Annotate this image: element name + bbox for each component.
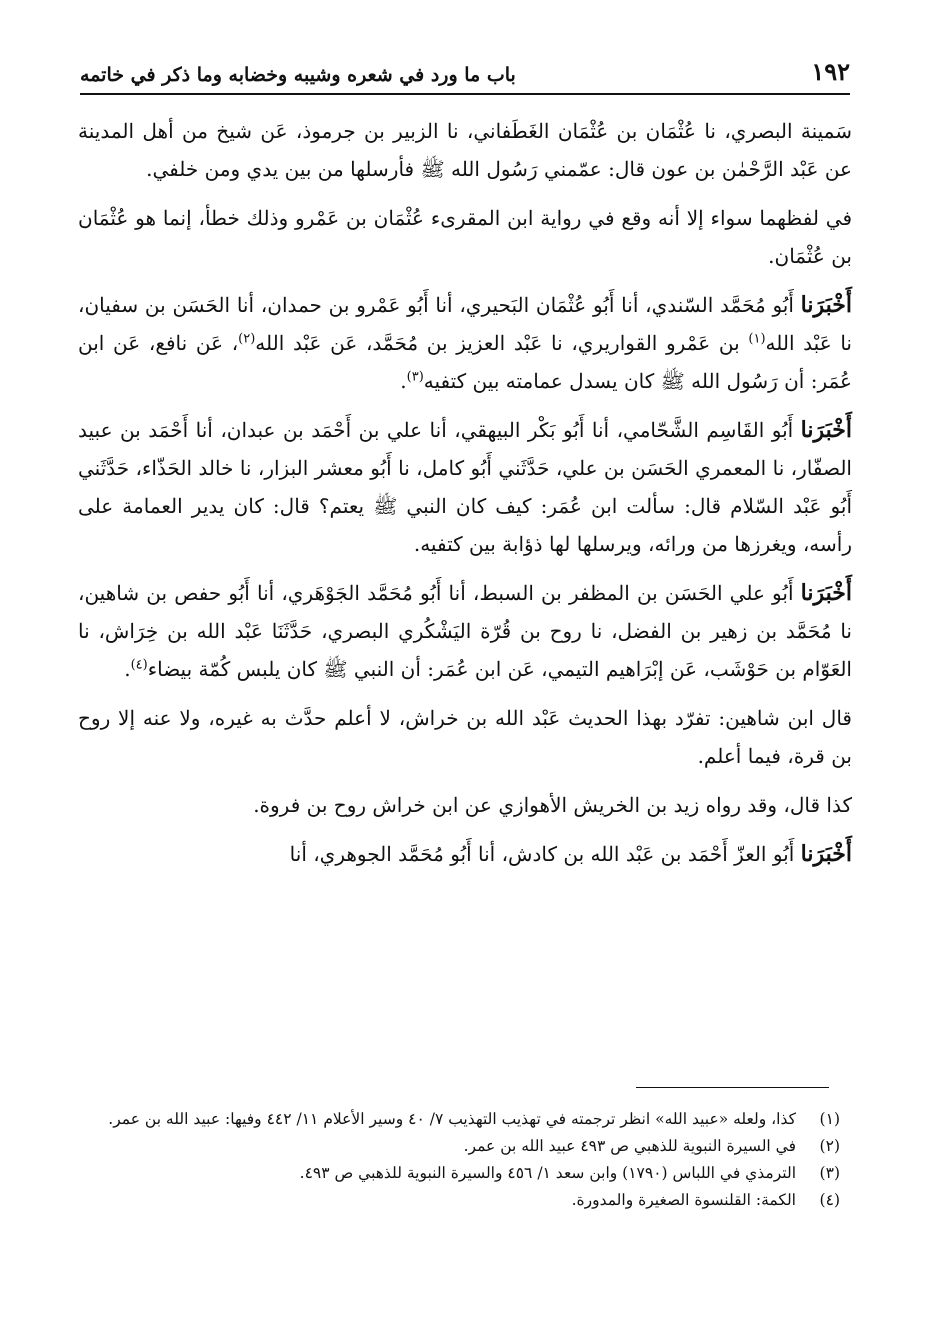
paragraph-text: سَمينة البصري، نا عُثْمَان بن عُثْمَان الغَطَفاني، نا الزبير بن جرموذ، عَن شيخ من أهل المدينة عن عَبْد الرَّحْمٰن بن عون قال: عمّمني رَسُول الله ﷺ فأرسلها من بين يدي ومن خلفي. xyxy=(78,119,852,181)
text-paragraph xyxy=(78,411,852,563)
page-header xyxy=(80,52,850,86)
running-title: باب ما ورد في شعره وشيبه وخضابه وما ذكر في خاتمه xyxy=(80,64,516,86)
paragraph-lead: أَخْبَرَنا xyxy=(800,292,852,318)
footnote xyxy=(80,1133,840,1160)
footnote-reference[interactable]: (٢) xyxy=(238,331,256,347)
header-rule xyxy=(80,93,850,95)
paragraph-lead: أَخْبَرَنا xyxy=(800,580,852,606)
footnote xyxy=(80,1187,840,1214)
text-paragraph xyxy=(78,786,852,824)
paragraph-text: أَبُو علي الحَسَن بن المظفر بن السبط، أنا أَبُو مُحَمَّد الجَوْهَري، أنا أَبُو حفص بن شاهين، نا مُحَمَّد بن زهير بن الفضل، نا روح بن قُرّة اليَشْكُري البصري، حَدَّثَنَا عَبْد الله بن خِرَاش، نا العَوّام بن حَوْشَب، عَن إبْرَاهيم التيمي، عَن ابن عُمَر: أن النبي ﷺ كان يلبس كُمّة بيضاء xyxy=(78,581,852,681)
paragraph-lead: أَخْبَرَنا xyxy=(800,841,852,867)
paragraph-text: . xyxy=(124,657,131,681)
footnote-text: الكمة: القلنسوة الصغيرة والمدورة. xyxy=(571,1191,796,1209)
paragraph-text: أَبُو القَاسِم الشَّحّامي، أنا أَبُو بَكْر البيهقي، أنا علي بن أَحْمَد بن عبدان، أنا أَحْمَد بن عبيد الصفّار، نا المعمري الحَسَن بن علي، حَدَّثَني أَبُو كامل، نا أَبُو معشر البزار، نا خالد الحَذّاء، حَدَّثَني أَبُو عَبْد السّلام قال: سألت ابن عُمَر: كيف كان النبي ﷺ يعتم؟ قال: كان يدير العمامة على رأسه، ويغرزها من ورائه، ويرسلها لها ذؤابة بين كتفيه. xyxy=(78,418,852,556)
paragraph-lead: أَخْبَرَنا xyxy=(800,417,852,443)
footnote-number: (١) xyxy=(819,1110,840,1128)
footnote-reference[interactable]: (٣) xyxy=(406,369,424,385)
paragraph-text: في لفظهما سواء إلا أنه وقع في رواية ابن المقرىء عُثْمَان بن عَمْرو وذلك خطأ، إنما هو عُثْمَان بن عُثْمَان. xyxy=(78,206,853,268)
text-paragraph xyxy=(78,699,852,775)
page-number: ١٩٢ xyxy=(811,57,850,86)
footnote-text: كذا، ولعله «عبيد الله» انظر ترجمته في تهذيب التهذيب ٧/ ٤٠ وسير الأعلام ١١/ ٤٤٢ وفيها: عبيد الله بن عمر. xyxy=(108,1110,796,1128)
paragraph-text: أَبُو العزّ أَحْمَد بن عَبْد الله بن كادش، أنا أَبُو مُحَمَّد الجوهري، أنا xyxy=(289,842,801,866)
paragraph-text: قال ابن شاهين: تفرّد بهذا الحديث عَبْد الله بن خراش، لا أعلم حدَّث به غيره، ولا عنه إلا روح بن قرة، فيما أعلم. xyxy=(78,706,852,768)
text-paragraph xyxy=(78,112,852,188)
footnote-text: الترمذي في اللباس (١٧٩٠) وابن سعد ١/ ٤٥٦ والسيرة النبوية للذهبي ص ٤٩٣. xyxy=(299,1164,796,1182)
footnote-number: (٣) xyxy=(819,1164,840,1182)
paragraph-text: كذا قال، وقد رواه زيد بن الخريش الأهوازي عن ابن خراش روح بن فروة. xyxy=(253,793,852,817)
text-paragraph xyxy=(78,286,852,400)
paragraph-text: . xyxy=(400,369,407,393)
footnote-number: (٤) xyxy=(819,1191,840,1209)
footnote-text: في السيرة النبوية للذهبي ص ٤٩٣ عبيد الله بن عمر. xyxy=(463,1137,796,1155)
footnote-separator xyxy=(636,1087,829,1088)
footnotes xyxy=(80,1106,840,1214)
footnote-reference[interactable]: (٤) xyxy=(130,657,148,673)
main-text xyxy=(78,112,852,884)
paragraph-text: ، عَن نافع، عَن ابن عُمَر: أن رَسُول الله ﷺ كان يسدل عمامته بين كتفيه xyxy=(78,331,852,393)
footnote-reference[interactable]: (١) xyxy=(748,331,766,347)
paragraph-text: أَبُو مُحَمَّد السّندي، أنا أَبُو عُثْمَان البَحيري، أنا أَبُو عَمْرو بن حمدان، أنا الحَسَن بن سفيان، نا عَبْد الله xyxy=(78,293,852,355)
text-paragraph xyxy=(78,199,852,275)
footnote-number: (٢) xyxy=(819,1137,840,1155)
paragraph-text: بن عَمْرو القواريري، نا عَبْد العزيز بن مُحَمَّد، عَن عَبْد الله xyxy=(255,331,749,355)
text-paragraph xyxy=(78,574,852,688)
text-paragraph xyxy=(78,835,852,873)
footnote xyxy=(80,1160,840,1187)
footnote xyxy=(80,1106,840,1133)
